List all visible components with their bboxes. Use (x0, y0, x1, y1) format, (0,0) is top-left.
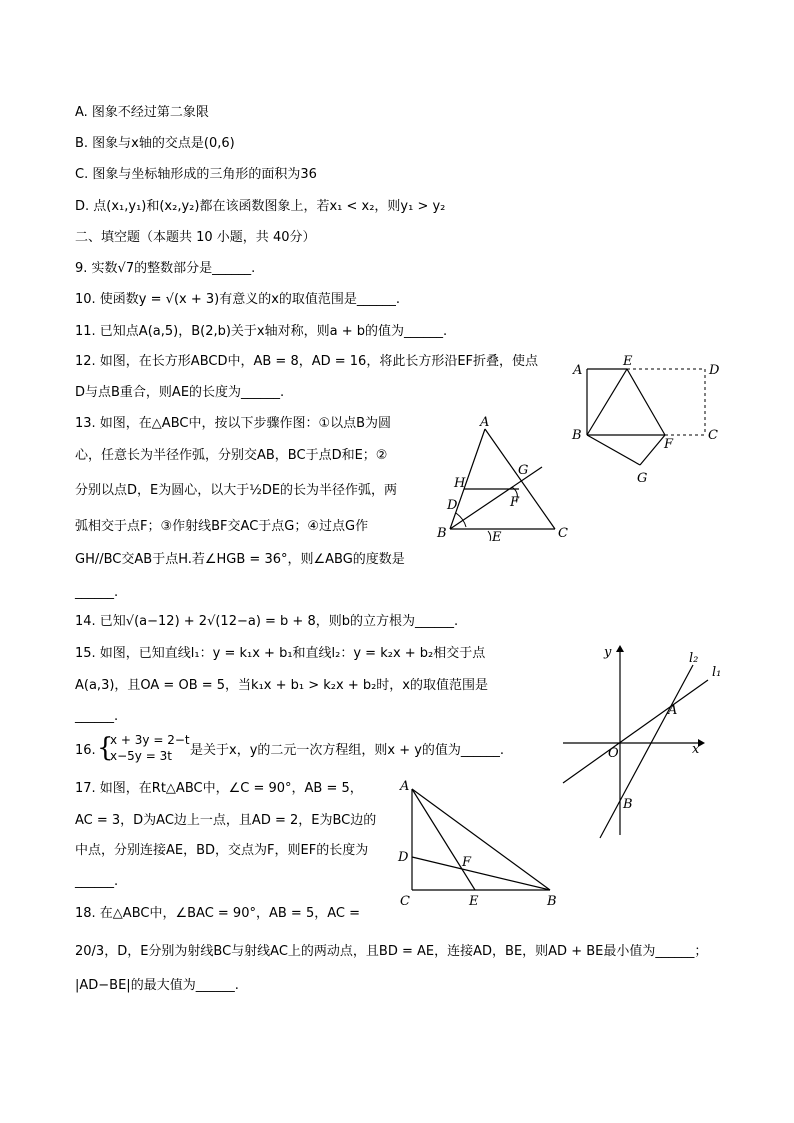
question-10: 10. 使函数y = √(x + 3)有意义的x的取值范围是______. (75, 292, 401, 307)
question-18-line1: 18. 在△ABC中，∠BAC = 90°，AB = 5，AC = (75, 906, 360, 921)
fig15-label-l1: l₁ (712, 665, 722, 680)
question-16-number: 16. (75, 743, 96, 758)
fig17-line-ab (412, 789, 550, 890)
fig13-label-f: F (510, 495, 520, 510)
fig13-label-g: G (518, 463, 529, 478)
fig15-line-l1 (563, 680, 708, 783)
fig17-label-a: A (400, 779, 410, 794)
fig12-line-ef (627, 369, 665, 435)
fig15-label-a: A (668, 703, 678, 718)
question-17-line2: AC = 3，D为AC边上一点，且AD = 2，E为BC边的 (75, 813, 377, 828)
system-brace: { (97, 733, 114, 763)
fig12-label-e: E (623, 355, 633, 369)
question-13-line3: 分别以点D，E为圆心，以大于½DE的长为半径作弧，两 (75, 483, 398, 498)
option-b: B. 图象与x轴的交点是(0,6) (75, 136, 235, 151)
fig13-line-ac (485, 429, 555, 529)
section-heading: 二、填空题（本题共 10 小题，共 40分） (75, 230, 316, 245)
fig13-label-d: D (447, 498, 458, 513)
fig17-label-e: E (469, 894, 479, 909)
figure-17-right-triangle (395, 775, 565, 910)
fig15-label-b: B (623, 797, 633, 812)
fig12-label-d: D (709, 363, 720, 378)
question-13-line1: 13. 如图，在△ABC中，按以下步骤作图：①以点B为圆 (75, 416, 392, 431)
question-9: 9. 实数√7的整数部分是______. (75, 261, 256, 276)
question-15-line1: 15. 如图，已知直线l₁：y = k₁x + b₁和直线l₂：y = k₂x + b₂相交于点 (75, 646, 486, 661)
question-13-line6: ______. (75, 585, 119, 600)
fig13-arc-de (456, 513, 466, 527)
fig17-label-b: B (547, 894, 557, 909)
fig15-label-o: O (608, 746, 619, 761)
question-16-eq2: x−5y = 3t (110, 749, 172, 763)
fig12-label-a: A (573, 363, 583, 378)
question-16-text: 是关于x，y的二元一次方程组，则x + y的值为______. (190, 743, 505, 758)
fig15-y-arrow-icon (616, 645, 624, 652)
fig13-label-e: E (492, 530, 502, 545)
fig12-label-g: G (637, 471, 648, 486)
fig17-label-d: D (398, 850, 409, 865)
fig15-label-x: x (692, 742, 700, 757)
fig15-label-l2: l₂ (689, 651, 699, 666)
fig12-label-b: B (572, 428, 582, 443)
fig12-line-gf (640, 435, 665, 465)
fig13-label-a: A (480, 415, 490, 430)
question-13-line4: 弧相交于点F；③作射线BF交AC于点G；④过点G作 (75, 519, 369, 534)
fig13-arc-e (488, 531, 491, 541)
fig17-line-db (412, 857, 550, 890)
fig13-label-c: C (558, 526, 568, 541)
figure-12-folded-rectangle (565, 355, 735, 490)
question-13-line5: GH//BC交AB于点H.若∠HGB = 36°，则∠ABG的度数是 (75, 552, 405, 567)
figure-15-coordinate-lines (558, 640, 733, 845)
fig17-label-c: C (400, 894, 410, 909)
question-15-line2: A(a,3)，且OA = OB = 5，当k₁x + b₁ > k₂x + b₂时，x的取值范围是 (75, 678, 488, 693)
question-11: 11. 已知点A(a,5)，B(2,b)关于x轴对称，则a + b的值为______. (75, 324, 448, 339)
fig17-label-f: F (462, 855, 472, 870)
question-17-line4: ______. (75, 874, 119, 889)
question-16-eq1: x + 3y = 2−t (110, 733, 190, 747)
fig17-line-ae (412, 789, 475, 890)
fig12-line-be (587, 369, 627, 435)
option-d: D. 点(x₁,y₁)和(x₂,y₂)都在该函数图象上，若x₁ < x₂，则y₁ > y₂ (75, 199, 446, 214)
question-15-line3: ______. (75, 709, 119, 724)
question-13-line2: 心，任意长为半径作弧，分别交AB，BC于点D和E；② (75, 448, 388, 463)
question-18-line2: 20/3，D，E分别为射线BC与射线AC上的两动点，且BD = AE，连接AD，BE，则AD + BE最小值为______； (75, 944, 708, 959)
fig15-label-y: y (604, 645, 612, 660)
question-12-line1: 12. 如图，在长方形ABCD中，AB = 8，AD = 16，将此长方形沿EF折叠，使点 (75, 354, 539, 369)
fig12-line-bg (587, 435, 640, 465)
fig13-label-h: H (454, 476, 466, 491)
fig12-label-c: C (708, 428, 718, 443)
option-a: A. 图象不经过第二象限 (75, 105, 209, 120)
fig12-label-f: F (664, 437, 674, 452)
question-14: 14. 已知√(a−12) + 2√(12−a) = b + 8，则b的立方根为______. (75, 614, 459, 629)
question-18-line3: |AD−BE|的最大值为______. (75, 978, 239, 993)
question-17-line1: 17. 如图，在Rt△ABC中，∠C = 90°，AB = 5， (75, 781, 363, 796)
question-17-line3: 中点，分别连接AE，BD，交点为F，则EF的长度为 (75, 843, 369, 858)
option-c: C. 图象与坐标轴形成的三角形的面积为36 (75, 167, 317, 182)
figure-13-triangle-construction (430, 415, 580, 545)
fig13-label-b: B (437, 526, 447, 541)
question-12-line2: D与点B重合，则AE的长度为______. (75, 385, 285, 400)
